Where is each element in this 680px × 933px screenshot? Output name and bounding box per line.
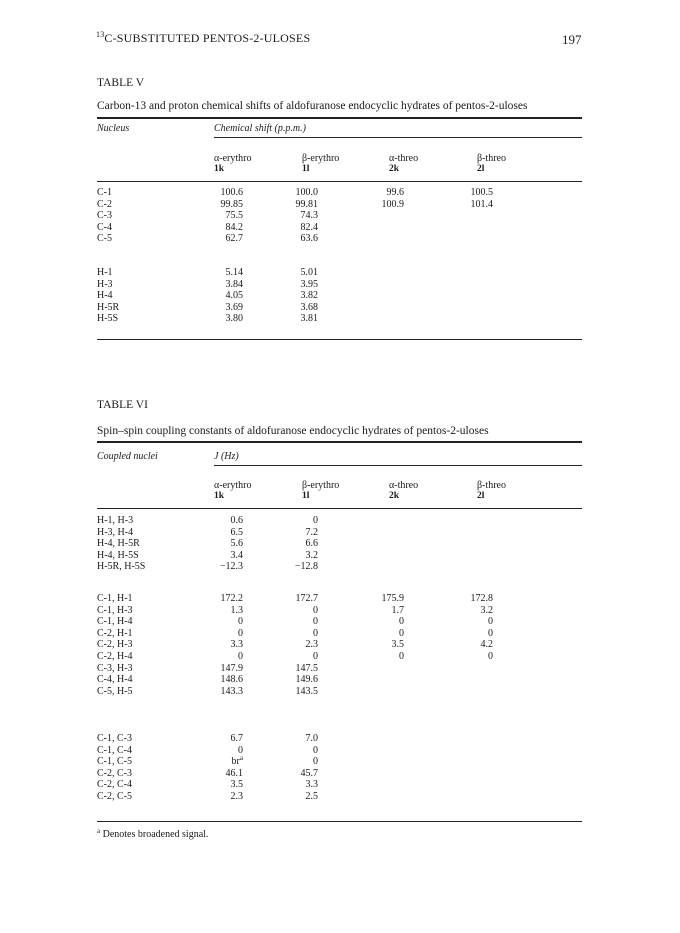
table-cell bbox=[313, 515, 318, 526]
row-label: C-2, C-5 bbox=[97, 791, 132, 802]
table-cell bbox=[488, 651, 493, 662]
table-cell bbox=[296, 663, 319, 674]
row-label: C-2, H-4 bbox=[97, 651, 133, 662]
cell-value: 100.9 bbox=[381, 198, 404, 210]
table-cell bbox=[296, 674, 319, 685]
table6-header-rule bbox=[97, 508, 582, 509]
row-label: C-1, H-3 bbox=[97, 604, 133, 616]
table-cell bbox=[231, 527, 244, 538]
table-cell bbox=[301, 222, 319, 233]
table5-top-rule bbox=[97, 117, 582, 119]
row-label: C-1 bbox=[97, 187, 112, 198]
table-cell bbox=[226, 302, 244, 313]
footnote-mark: a bbox=[97, 827, 101, 835]
column-header bbox=[389, 480, 418, 502]
row-label: C-1, H-1 bbox=[97, 593, 133, 604]
cell-value: 0.6 bbox=[230, 515, 243, 526]
cell-value: 148.6 bbox=[220, 674, 243, 686]
compound-id: 1k bbox=[214, 164, 225, 174]
table6-top-rule bbox=[97, 441, 582, 443]
table5-span-header: Chemical shift (p.p.m.) bbox=[214, 123, 306, 134]
cell-value: 46.1 bbox=[225, 767, 243, 779]
cell-value: 5.6 bbox=[230, 538, 243, 550]
row-label: H-4, H-5S bbox=[97, 549, 139, 561]
table-cell bbox=[306, 779, 319, 790]
cell-value: 0 bbox=[399, 651, 404, 662]
table-cell bbox=[296, 187, 319, 198]
table-cell bbox=[399, 628, 404, 639]
table-cell bbox=[488, 628, 493, 639]
table-cell bbox=[296, 199, 319, 210]
table-cell bbox=[221, 674, 244, 685]
table-cell bbox=[238, 616, 243, 627]
table-cell bbox=[471, 199, 494, 210]
table-cell bbox=[301, 279, 319, 290]
cell-value: 84.2 bbox=[225, 221, 243, 233]
cell-value: 0 bbox=[238, 627, 243, 639]
cell-value: 7.2 bbox=[305, 526, 318, 538]
cell-value: 147.5 bbox=[295, 662, 318, 674]
column-name: β-erythro bbox=[302, 153, 340, 164]
table-cell bbox=[226, 222, 244, 233]
row-label: C-1, C-3 bbox=[97, 733, 132, 744]
cell-value: 3.68 bbox=[300, 301, 318, 313]
cell-value: 100.6 bbox=[220, 187, 243, 198]
cell-value: 6.6 bbox=[305, 538, 318, 550]
table-cell bbox=[226, 290, 244, 301]
cell-value: 1.3 bbox=[230, 604, 243, 616]
table6-span-rule bbox=[214, 465, 582, 466]
cell-value: 3.84 bbox=[225, 278, 243, 290]
table-cell bbox=[306, 639, 319, 650]
row-label: C-1, H-4 bbox=[97, 616, 133, 628]
column-header bbox=[302, 480, 339, 502]
cell-value: 82.4 bbox=[300, 221, 318, 233]
table-cell bbox=[226, 768, 244, 779]
cell-value: 3.5 bbox=[391, 639, 404, 651]
table-cell bbox=[221, 187, 244, 198]
table-cell bbox=[238, 628, 243, 639]
table-cell bbox=[313, 756, 318, 767]
cell-value: 143.5 bbox=[295, 685, 318, 697]
table-cell bbox=[226, 313, 244, 324]
cell-value: 2.3 bbox=[230, 791, 243, 802]
cell-value: 5.14 bbox=[225, 267, 243, 278]
table-cell bbox=[399, 616, 404, 627]
table6-span-header: J (Hz) bbox=[214, 451, 239, 462]
table-cell bbox=[313, 745, 318, 756]
column-name: α-erythro bbox=[214, 480, 252, 491]
compound-id: 1k bbox=[214, 491, 225, 501]
table-cell bbox=[296, 593, 319, 604]
row-label: C-1, C-4 bbox=[97, 744, 132, 756]
row-label: H-5S bbox=[97, 313, 119, 325]
compound-id: 2l bbox=[477, 164, 485, 174]
row-label: H-4 bbox=[97, 290, 113, 302]
compound-id: 2k bbox=[389, 164, 400, 174]
cell-value: 0 bbox=[238, 651, 243, 662]
compound-id: 2l bbox=[477, 491, 485, 501]
row-label: C-2, C-4 bbox=[97, 779, 132, 791]
cell-value: 0 bbox=[238, 744, 243, 756]
cell-value: 0 bbox=[313, 627, 318, 639]
table-cell bbox=[471, 187, 494, 198]
column-header bbox=[477, 153, 506, 175]
table-cell bbox=[301, 290, 319, 301]
table-cell bbox=[301, 267, 319, 278]
table-cell bbox=[399, 651, 404, 662]
table-cell bbox=[231, 639, 244, 650]
cell-value: 0 bbox=[399, 627, 404, 639]
table5-stub-header: Nucleus bbox=[97, 123, 130, 134]
cell-value: 172.7 bbox=[295, 593, 318, 604]
table5-label: TABLE V bbox=[97, 77, 145, 89]
column-name: β-threo bbox=[477, 153, 506, 164]
table-cell bbox=[220, 561, 243, 572]
cell-value: 0 bbox=[313, 756, 318, 768]
table-cell bbox=[382, 593, 405, 604]
table-cell bbox=[301, 210, 319, 221]
table-cell bbox=[481, 605, 494, 616]
cell-value: 99.6 bbox=[386, 187, 404, 198]
compound-id: 1l bbox=[302, 491, 310, 501]
cell-value: 2.3 bbox=[305, 639, 318, 651]
table5-header-rule bbox=[97, 181, 582, 182]
cell-value: 3.82 bbox=[300, 290, 318, 302]
column-header bbox=[214, 480, 251, 502]
cell-value: −12.8 bbox=[294, 561, 318, 573]
column-header bbox=[477, 480, 506, 502]
table-cell bbox=[301, 233, 319, 244]
page-number: 197 bbox=[562, 32, 582, 47]
running-head bbox=[96, 31, 310, 46]
cell-value: 99.85 bbox=[220, 198, 243, 210]
table-cell bbox=[238, 651, 243, 662]
cell-value: 4.05 bbox=[225, 290, 243, 302]
cell-value: 4.2 bbox=[480, 639, 493, 651]
cell-value: 3.3 bbox=[230, 639, 243, 651]
cell-value: 3.81 bbox=[300, 313, 318, 325]
cell-value: 75.5 bbox=[225, 210, 243, 222]
table-cell bbox=[296, 686, 319, 697]
table-cell bbox=[231, 733, 244, 744]
row-label: H-5R bbox=[97, 301, 120, 313]
cell-value: 7.0 bbox=[305, 733, 318, 744]
cell-value: 3.5 bbox=[230, 779, 243, 791]
table-cell bbox=[471, 593, 494, 604]
cell-value: 2.5 bbox=[305, 791, 318, 802]
table-cell bbox=[301, 302, 319, 313]
table-cell bbox=[231, 538, 244, 549]
row-label: H-4, H-5R bbox=[97, 538, 140, 550]
table5-span-rule bbox=[214, 137, 582, 138]
cell-value: 1.7 bbox=[391, 604, 404, 616]
table-cell bbox=[226, 233, 244, 244]
cell-value: 63.6 bbox=[300, 233, 318, 245]
cell-value: 0 bbox=[313, 515, 318, 526]
cell-value: 3.80 bbox=[225, 313, 243, 325]
column-name: α-erythro bbox=[214, 153, 252, 164]
cell-value: br bbox=[231, 756, 240, 768]
table-cell bbox=[306, 733, 319, 744]
row-label: H-1, H-3 bbox=[97, 515, 134, 526]
cell-value: 0 bbox=[313, 744, 318, 756]
row-label: C-5, H-5 bbox=[97, 685, 133, 697]
cell-value: 62.7 bbox=[225, 233, 243, 245]
footnote-text: Denotes broadened signal. bbox=[102, 829, 209, 840]
table-cell bbox=[221, 199, 244, 210]
column-header bbox=[214, 153, 251, 175]
cell-value: 3.2 bbox=[480, 604, 493, 616]
table6-caption: Spin–spin coupling constants of aldofuranose endocyclic hydrates of pentos-2-uloses bbox=[97, 425, 489, 437]
cell-value: 101.4 bbox=[470, 198, 493, 210]
cell-value: 74.3 bbox=[300, 210, 318, 222]
row-label: H-3 bbox=[97, 278, 113, 290]
table-cell bbox=[313, 605, 318, 616]
table-cell bbox=[232, 756, 243, 767]
table-cell bbox=[226, 279, 244, 290]
table-cell bbox=[221, 686, 244, 697]
table-cell bbox=[231, 515, 244, 526]
cell-value: 3.69 bbox=[225, 301, 243, 313]
table6-bottom-rule bbox=[97, 821, 582, 822]
table-cell bbox=[382, 199, 405, 210]
cell-value: −12.3 bbox=[219, 561, 243, 573]
table-cell bbox=[387, 187, 405, 198]
column-name: α-threo bbox=[389, 480, 419, 491]
cell-value: 147.9 bbox=[220, 662, 243, 674]
cell-value: 0 bbox=[313, 616, 318, 628]
table-cell bbox=[392, 605, 405, 616]
cell-value: 99.81 bbox=[295, 198, 318, 210]
cell-value: 3.95 bbox=[300, 278, 318, 290]
table-cell bbox=[306, 550, 319, 561]
cell-value: 0 bbox=[488, 616, 493, 628]
cell-value: 0 bbox=[238, 616, 243, 628]
table-cell bbox=[221, 663, 244, 674]
row-label: C-5 bbox=[97, 233, 112, 245]
cell-value: 0 bbox=[399, 616, 404, 628]
row-label: C-2, H-3 bbox=[97, 639, 133, 651]
table5-bottom-rule bbox=[97, 339, 582, 340]
table-cell bbox=[306, 538, 319, 549]
cell-value: 143.3 bbox=[220, 685, 243, 697]
table-cell bbox=[481, 639, 494, 650]
row-label: C-4, H-4 bbox=[97, 674, 133, 686]
row-label: C-2 bbox=[97, 198, 112, 210]
cell-value: 0 bbox=[488, 651, 493, 662]
cell-value: 3.3 bbox=[305, 779, 318, 791]
row-label: C-3 bbox=[97, 210, 112, 222]
cell-value: 149.6 bbox=[295, 674, 318, 686]
table-cell bbox=[231, 791, 244, 802]
cell-value: 100.5 bbox=[470, 187, 493, 198]
cell-value: 3.2 bbox=[305, 549, 318, 561]
table-cell bbox=[231, 779, 244, 790]
row-label: H-3, H-4 bbox=[97, 526, 134, 538]
column-header bbox=[389, 153, 418, 175]
table-cell bbox=[226, 210, 244, 221]
column-header bbox=[302, 153, 339, 175]
table-cell bbox=[306, 527, 319, 538]
row-label: H-5R, H-5S bbox=[97, 561, 146, 573]
cell-value: 0 bbox=[488, 627, 493, 639]
table-cell bbox=[488, 616, 493, 627]
cell-value: 172.2 bbox=[220, 593, 243, 604]
table6-label: TABLE VI bbox=[97, 399, 148, 411]
cell-value: 5.01 bbox=[300, 267, 318, 278]
cell-value: 175.9 bbox=[381, 593, 404, 604]
column-name: β-threo bbox=[477, 480, 506, 491]
table6-footnote bbox=[97, 829, 208, 840]
table-cell bbox=[306, 791, 319, 802]
cell-value: 0 bbox=[313, 651, 318, 662]
cell-value: 0 bbox=[313, 604, 318, 616]
table-cell bbox=[226, 267, 244, 278]
cell-value: 45.7 bbox=[300, 767, 318, 779]
cell-value: 6.7 bbox=[230, 733, 243, 744]
row-label: H-1 bbox=[97, 267, 113, 278]
row-label: C-1, C-5 bbox=[97, 756, 132, 768]
row-label: C-3, H-3 bbox=[97, 662, 133, 674]
table-cell bbox=[392, 639, 405, 650]
table-cell bbox=[221, 593, 244, 604]
cell-value: 100.0 bbox=[295, 187, 318, 198]
running-head-superscript: 13 bbox=[96, 30, 105, 39]
running-head-text: C-SUBSTITUTED PENTOS-2-ULOSES bbox=[104, 31, 311, 45]
cell-value: 3.4 bbox=[230, 549, 243, 561]
table-cell bbox=[313, 651, 318, 662]
table-cell bbox=[313, 616, 318, 627]
cell-value: 172.8 bbox=[470, 593, 493, 604]
row-label: C-2, C-3 bbox=[97, 767, 132, 779]
row-label: C-4 bbox=[97, 221, 112, 233]
table-cell bbox=[301, 313, 319, 324]
cell-footnote-mark: a bbox=[239, 754, 243, 763]
table-cell bbox=[301, 768, 319, 779]
table5-caption: Carbon-13 and proton chemical shifts of aldofuranose endocyclic hydrates of pentos-2-uloses bbox=[97, 100, 528, 112]
table-cell bbox=[295, 561, 318, 572]
cell-value: 6.5 bbox=[230, 526, 243, 538]
row-label: C-2, H-1 bbox=[97, 627, 133, 639]
table-cell bbox=[231, 550, 244, 561]
table-cell bbox=[313, 628, 318, 639]
compound-id: 2k bbox=[389, 491, 400, 501]
table-cell bbox=[231, 605, 244, 616]
compound-id: 1l bbox=[302, 164, 310, 174]
table6-stub-header: Coupled nuclei bbox=[97, 451, 158, 462]
column-name: α-threo bbox=[389, 153, 419, 164]
column-name: β-erythro bbox=[302, 480, 340, 491]
